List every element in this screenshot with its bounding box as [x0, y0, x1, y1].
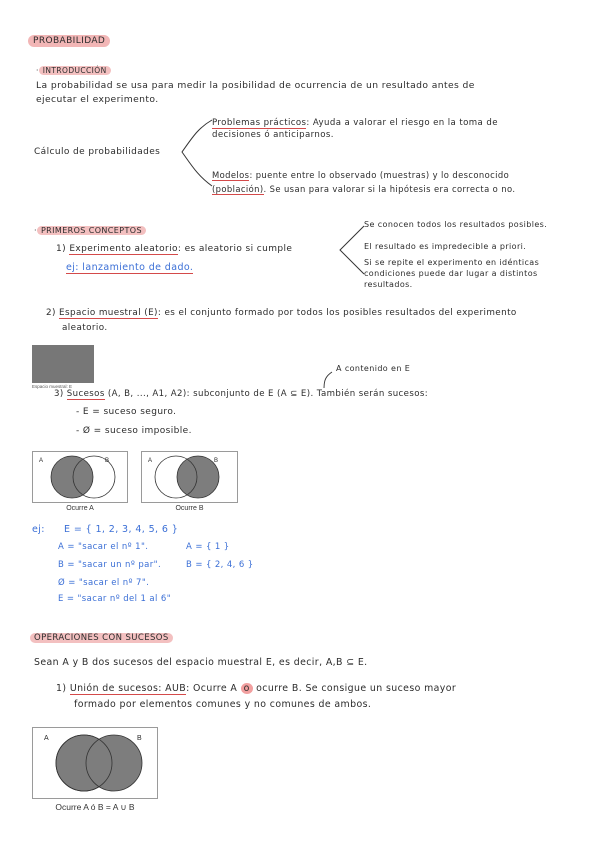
concept-2: 2) Espacio muestral (E): es el conjunto formado por todos los posibles resultados del experimento [46, 308, 517, 318]
impossible-event: - Ø = suceso imposible. [76, 426, 192, 436]
venn-a-caption: Ocurre A [66, 505, 94, 512]
branch-1-line-2: decisiones ó anticiparnos. [212, 130, 334, 140]
example-e-def: E = { 1, 2, 3, 4, 5, 6 } [64, 524, 179, 535]
example-b-def: B = "sacar un nº par". [58, 560, 162, 570]
calc-label: Cálculo de probabilidades [34, 147, 161, 157]
intro-line-2: ejecutar el experimento. [36, 94, 159, 105]
sample-space-box [32, 345, 94, 383]
venn-a-circle-a [51, 456, 93, 498]
venn-b-caption: Ocurre B [175, 505, 204, 512]
condition-3-line-1: Si se repite el experimento en idénticas [364, 258, 540, 267]
branch-2: Modelos: puente entre lo observado (muestras) y lo desconocido [212, 170, 510, 180]
concept-3: 3) Sucesos (A, B, ..., A1, A2): subconjunto de E (A ⊆ E). También serán sucesos: [54, 389, 429, 399]
branch-2-line-2: (población). Se usan para valorar si la hipótesis era correcta o no. [212, 184, 516, 194]
venn-a-diagram [32, 451, 128, 503]
union-label-b: B [137, 735, 142, 742]
intro-line-1: La probabilidad se usa para medir la posibilidad de ocurrencia de un resultado antes de [36, 80, 475, 91]
condition-3-line-3: resultados. [364, 280, 413, 289]
intro-heading: · INTRODUCCIÓN [36, 66, 111, 75]
concept-1-example: ej: lanzamiento de dado. [66, 262, 194, 273]
condition-2: El resultado es impredecible a priori. [364, 242, 527, 251]
sample-space-caption: Espacio muestral: E [32, 384, 73, 389]
operations-heading: OPERACIONES CON SUCESOS [30, 633, 173, 643]
venn-b-label-b: B [214, 458, 219, 464]
venn-b-label-a: A [148, 458, 153, 464]
conditions-bracket [336, 222, 366, 282]
or-highlight: o [241, 683, 253, 694]
page-title: PROBABILIDAD [28, 36, 110, 46]
contained-arrow [318, 370, 338, 390]
venn-b-diagram [141, 451, 238, 503]
union-caption: Ocurre A ó B = A ∪ B [55, 802, 135, 812]
calc-bracket [178, 118, 214, 188]
concept-1: 1) Experimento aleatorio: es aleatorio si cumple [56, 244, 293, 254]
union-definition: 1) Unión de sucesos: AUB: Ocurre A o ocurre B. Se consigue un suceso mayor [56, 683, 457, 694]
example-a-set: A = { 1 } [186, 542, 230, 552]
concept-2-line-2: aleatorio. [62, 323, 108, 333]
union-circle-b [86, 735, 142, 791]
union-label-a: A [44, 735, 49, 742]
example-label: ej: [32, 524, 45, 535]
branch-1: Problemas prácticos: Ayuda a valorar el riesgo en la toma de [212, 118, 498, 128]
sure-event: - E = suceso seguro. [76, 407, 177, 417]
venn-a-label-a: A [39, 458, 44, 464]
operations-intro: Sean A y B dos sucesos del espacio muestral E, es decir, A,B ⊆ E. [34, 657, 368, 668]
example-e-text: E = "sacar nº del 1 al 6" [58, 594, 172, 604]
example-empty-def: Ø = "sacar el nº 7". [58, 578, 150, 588]
concepts-heading: · PRIMEROS CONCEPTOS [34, 226, 146, 235]
condition-3-line-2: condiciones puede dar lugar a distintos [364, 269, 538, 278]
example-b-set: B = { 2, 4, 6 } [186, 560, 254, 570]
example-a-def: A = "sacar el nº 1". [58, 542, 149, 552]
condition-1: Se conocen todos los resultados posibles. [364, 220, 548, 229]
contained-note: A contenido en E [336, 364, 411, 373]
venn-b-circle-b [177, 456, 219, 498]
union-line-2: formado por elementos comunes y no comunes de ambos. [74, 699, 372, 710]
venn-a-label-b: B [105, 458, 110, 464]
